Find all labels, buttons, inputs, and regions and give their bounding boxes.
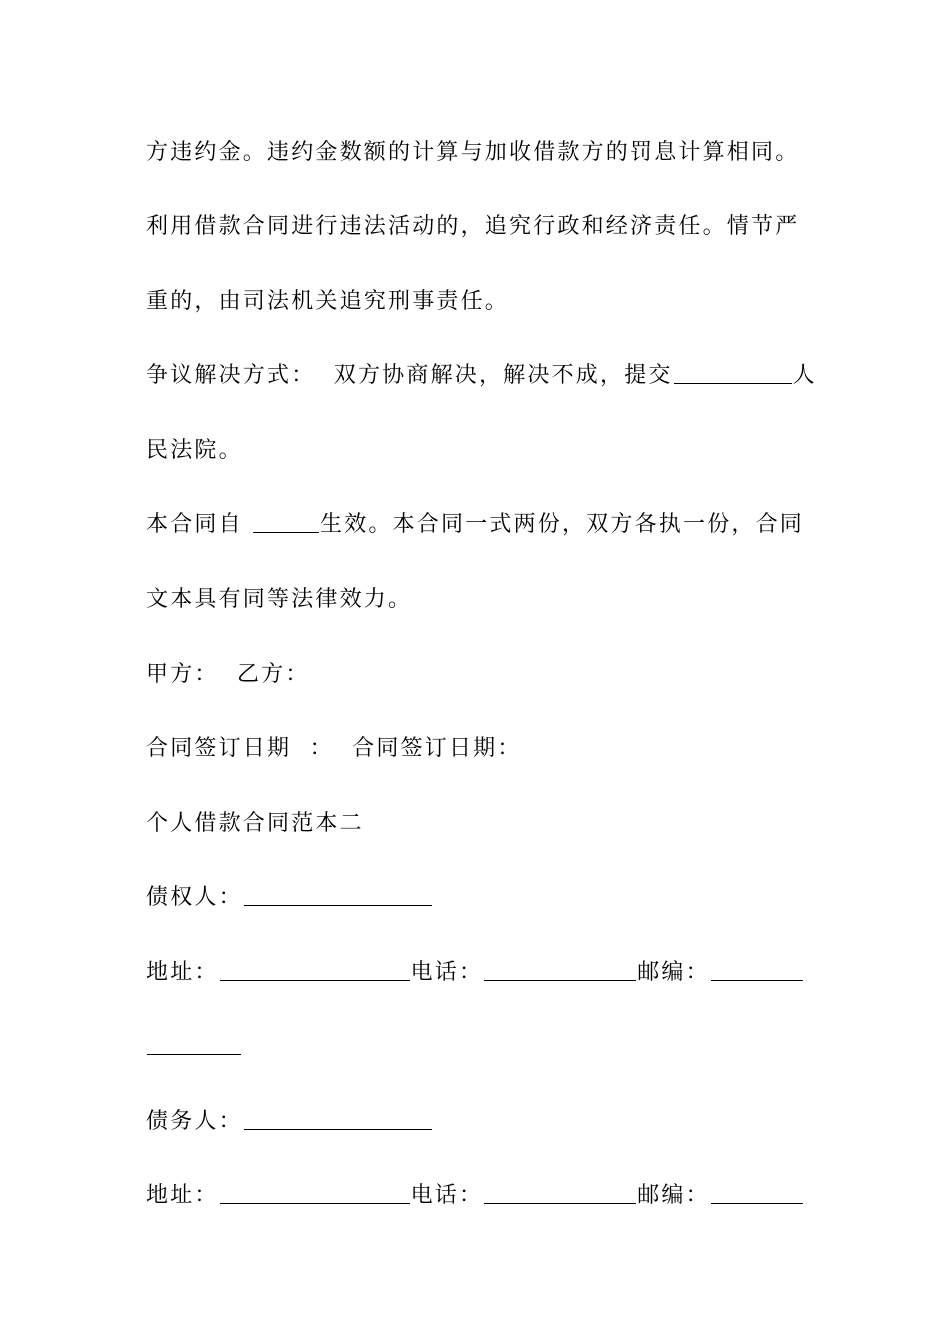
effect-suffix: 生效。本合同一式两份，双方各执一份，合同 (320, 512, 805, 537)
sign-date-line: 合同签订日期 ： 合同签订日期： (146, 736, 522, 761)
text-line-2: 利用借款合同进行违法活动的，追究行政和经济责任。情节严 (146, 214, 800, 239)
section-title: 个人借款合同范本二 (146, 811, 364, 836)
debtor-label: 债务人： (146, 1109, 243, 1134)
dispute-suffix: 人 (792, 363, 817, 388)
debtor-postcode-label: 邮编： (637, 1183, 710, 1208)
creditor-address-blank (220, 958, 410, 981)
effect-end-line: 文本具有同等法律效力。 (146, 587, 413, 612)
creditor-postcode-continued-line (146, 1032, 808, 1062)
creditor-phone-label: 电话： (410, 960, 484, 985)
court-blank (674, 361, 792, 384)
debtor-line (146, 1107, 808, 1137)
debtor-phone-blank (484, 1181, 636, 1204)
creditor-label: 债权人： (146, 885, 243, 910)
effect-prefix: 本合同自 (146, 512, 252, 537)
debtor-address-blank (220, 1181, 410, 1204)
creditor-address-line (146, 958, 808, 988)
dispute-text: 争议解决方式： 双方协商解决，解决不成，提交 (146, 363, 673, 388)
text-line-1: 方违约金。违约金数额的计算与加收借款方的罚息计算相同。 (146, 140, 800, 165)
debtor-blank (244, 1107, 432, 1130)
creditor-blank (244, 883, 432, 906)
dispute-line (146, 361, 817, 391)
parties-line: 甲方： 乙方： (146, 662, 310, 687)
creditor-line (146, 883, 808, 913)
debtor-postcode-blank (711, 1181, 803, 1204)
effect-line (146, 510, 808, 540)
creditor-address-label: 地址： (146, 960, 219, 985)
effect-date-blank (253, 510, 319, 533)
creditor-postcode-label: 邮编： (637, 960, 710, 985)
creditor-postcode-blank-continued (147, 1032, 241, 1055)
text-line-3: 重的，由司法机关追究刑事责任。 (146, 289, 510, 314)
court-line: 民法院。 (146, 438, 243, 463)
creditor-postcode-blank (711, 958, 803, 981)
creditor-phone-blank (484, 958, 636, 981)
debtor-phone-label: 电话： (410, 1183, 484, 1208)
debtor-address-line (146, 1181, 808, 1211)
debtor-address-label: 地址： (146, 1183, 219, 1208)
